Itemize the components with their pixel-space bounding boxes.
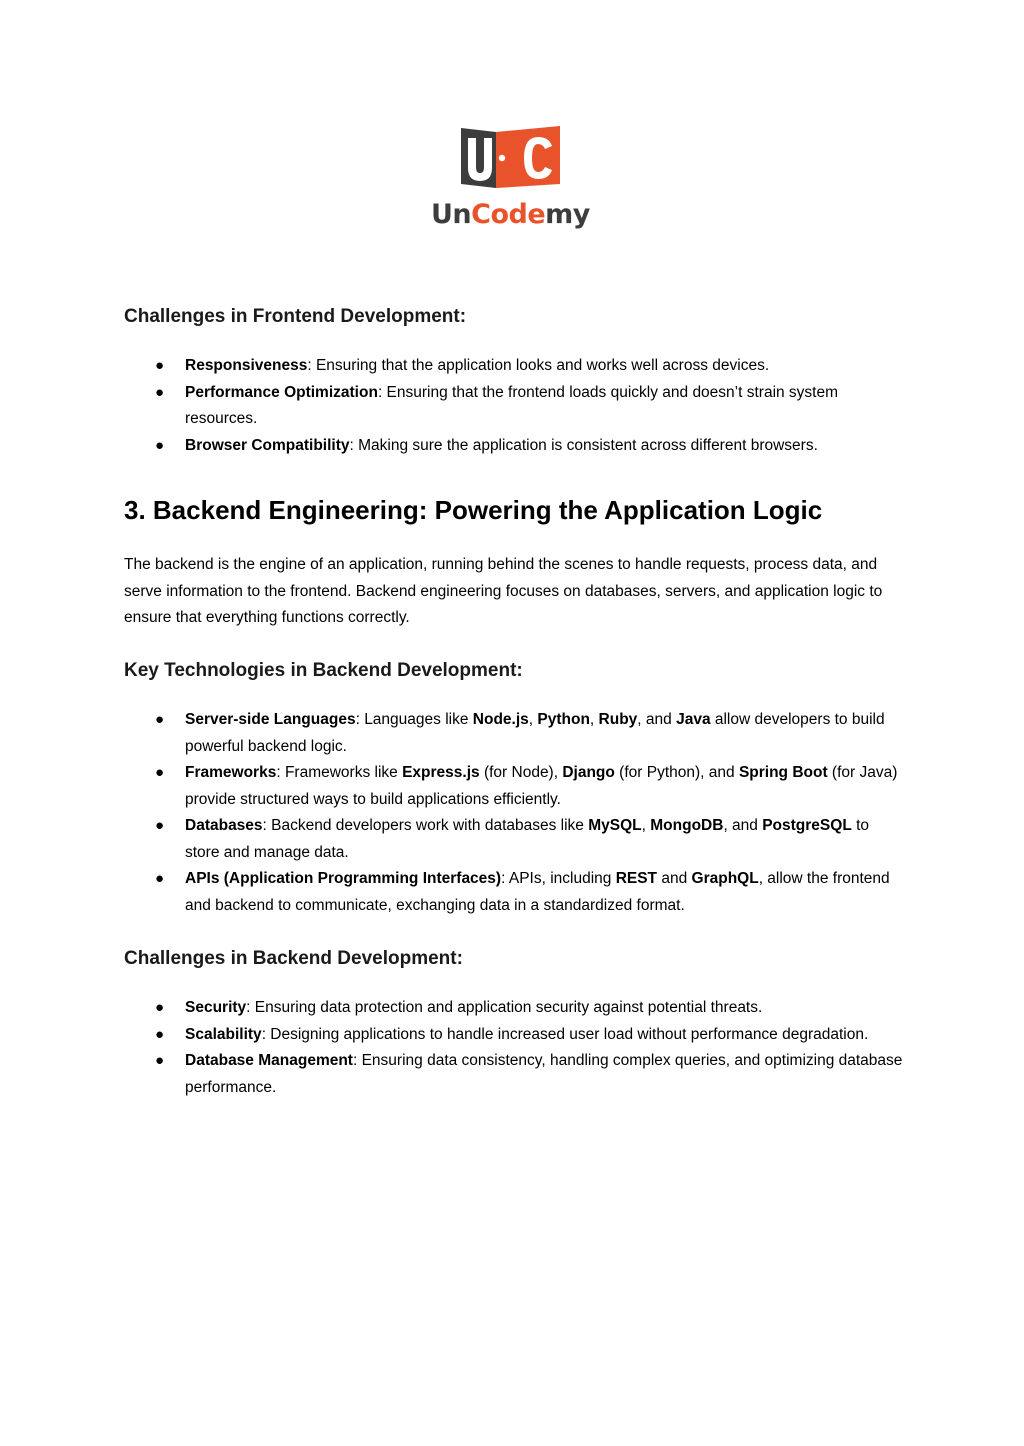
list-item: ● Responsiveness: Ensuring that the application looks and works well across devices.	[155, 357, 770, 374]
uncodemy-logo	[430, 126, 594, 234]
backend-challenges-list	[124, 995, 904, 1101]
list-item: ● Databases: Backend developers work with databases like MySQL, MongoDB, and PostgreSQL to store and manage data.	[155, 817, 870, 861]
heading-frontend-challenges: Challenges in Frontend Development:	[124, 306, 467, 327]
list-item: ● Database Management: Ensuring data consistency, handling complex queries, and optimizing database performance.	[155, 1052, 903, 1096]
backend-technologies-list	[124, 707, 904, 919]
list-item: ● Performance Optimization: Ensuring that the frontend loads quickly and doesn’t strain system resources.	[155, 383, 839, 427]
list-item: ● Scalability: Designing applications to handle increased user load without performance degradation.	[155, 1025, 869, 1043]
heading-backend-technologies: Key Technologies in Backend Development:	[124, 660, 523, 681]
list-item: ● Security: Ensuring data protection and application security against potential threats.	[155, 999, 763, 1016]
uncodemy-logo-icon	[430, 126, 562, 190]
list-item: ● Frameworks: Frameworks like Express.js (for Node), Django (for Python), and Spring Boot (for Java) provide structured ways to build applications efficiently.	[155, 764, 898, 808]
list-item: ● APIs (Application Programming Interfaces): APIs, including REST and GraphQL, allow the frontend and backend to communicate, exchanging data in a standardized format.	[155, 870, 890, 914]
backend-paragraph: The backend is the engine of an application, running behind the scenes to handle requests, process data, and serve information to the frontend. Backend engineering focuses on databases, servers, and application logic to ensure that everything functions correctly.	[124, 556, 883, 626]
heading-backend-challenges: Challenges in Backend Development:	[124, 948, 463, 969]
frontend-challenges-list	[124, 353, 904, 459]
list-item: ● Browser Compatibility: Making sure the application is consistent across different browsers.	[155, 436, 818, 454]
heading-backend-engineering: 3. Backend Engineering: Powering the Application Logic	[124, 495, 823, 525]
uncodemy-wordmark: UnCodemy	[431, 199, 590, 230]
list-item: ● Server-side Languages: Languages like Node.js, Python, Ruby, and Java allow developers to build powerful backend logic.	[155, 711, 885, 755]
